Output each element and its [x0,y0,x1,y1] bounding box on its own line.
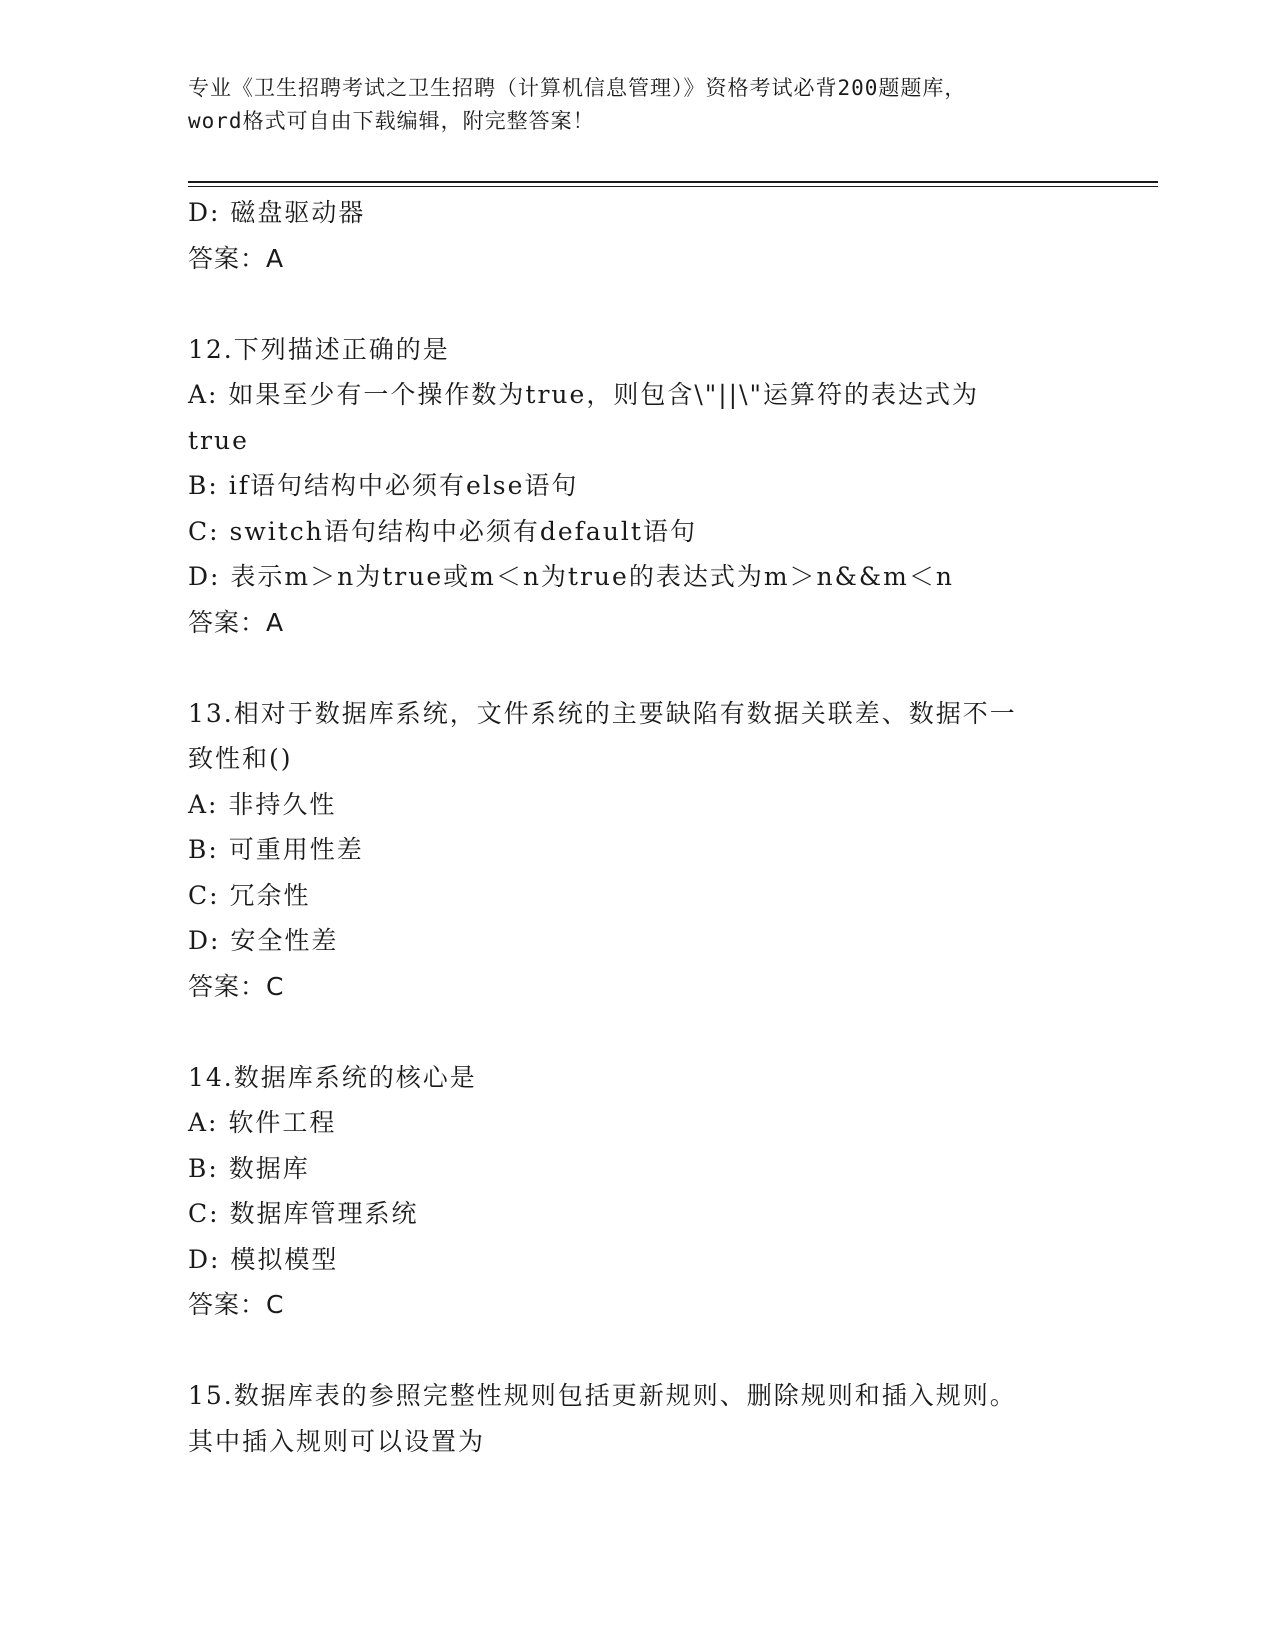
option-d: D: 安全性差 [188,926,339,955]
option-c: C: 冗余性 [188,880,311,910]
option-c: C: switch语句结构中必须有default语句 [188,516,697,546]
option-b: B: 可重用性差 [188,835,364,864]
question-stem: 15.数据库表的参照完整性规则包括更新规则、删除规则和插入规则。 [188,1381,1017,1410]
option-a: A: 软件工程 [188,1108,337,1137]
prev-question-option-d: D: 磁盘驱动器 [188,198,366,227]
header-rule-thin [188,186,1158,187]
option-c: C: 数据库管理系统 [188,1199,419,1228]
option-a: A: 如果至少有一个操作数为true，则包含\"||\"运算符的表达式为 [188,380,980,409]
header-line-2: word格式可自由下载编辑，附完整答案！ [188,109,595,133]
answer: 答案：C [188,1290,285,1319]
question-stem-continued: 其中插入规则可以设置为 [188,1426,486,1456]
question-stem-continued: 致性和() [188,744,293,773]
question-12 [188,327,1088,646]
question-stem: 14.数据库系统的核心是 [188,1062,477,1092]
document-header [188,72,1088,138]
header-line-1: 专业《卫生招聘考试之卫生招聘（计算机信息管理）》资格考试必背200题题库， [188,76,967,100]
answer: 答案：A [188,607,285,637]
header-rule-thick [188,181,1158,183]
answer: 答案：C [188,971,285,1001]
document-body [188,190,1088,1464]
option-d: D: 模拟模型 [188,1244,339,1274]
question-15 [188,1373,1088,1464]
prev-question-answer: 答案：A [188,243,285,273]
option-a-continued: true [188,425,249,455]
question-13 [188,691,1088,1010]
option-b: B: if语句结构中必须有else语句 [188,471,579,500]
option-d: D: 表示m＞n为true或m＜n为true的表达式为m＞n&&m＜n [188,562,954,591]
option-b: B: 数据库 [188,1153,310,1183]
question-14 [188,1055,1088,1328]
question-stem: 13.相对于数据库系统，文件系统的主要缺陷有数据关联差、数据不一 [188,698,1017,728]
option-a: A: 非持久性 [188,789,337,819]
question-stem: 12.下列描述正确的是 [188,334,450,364]
